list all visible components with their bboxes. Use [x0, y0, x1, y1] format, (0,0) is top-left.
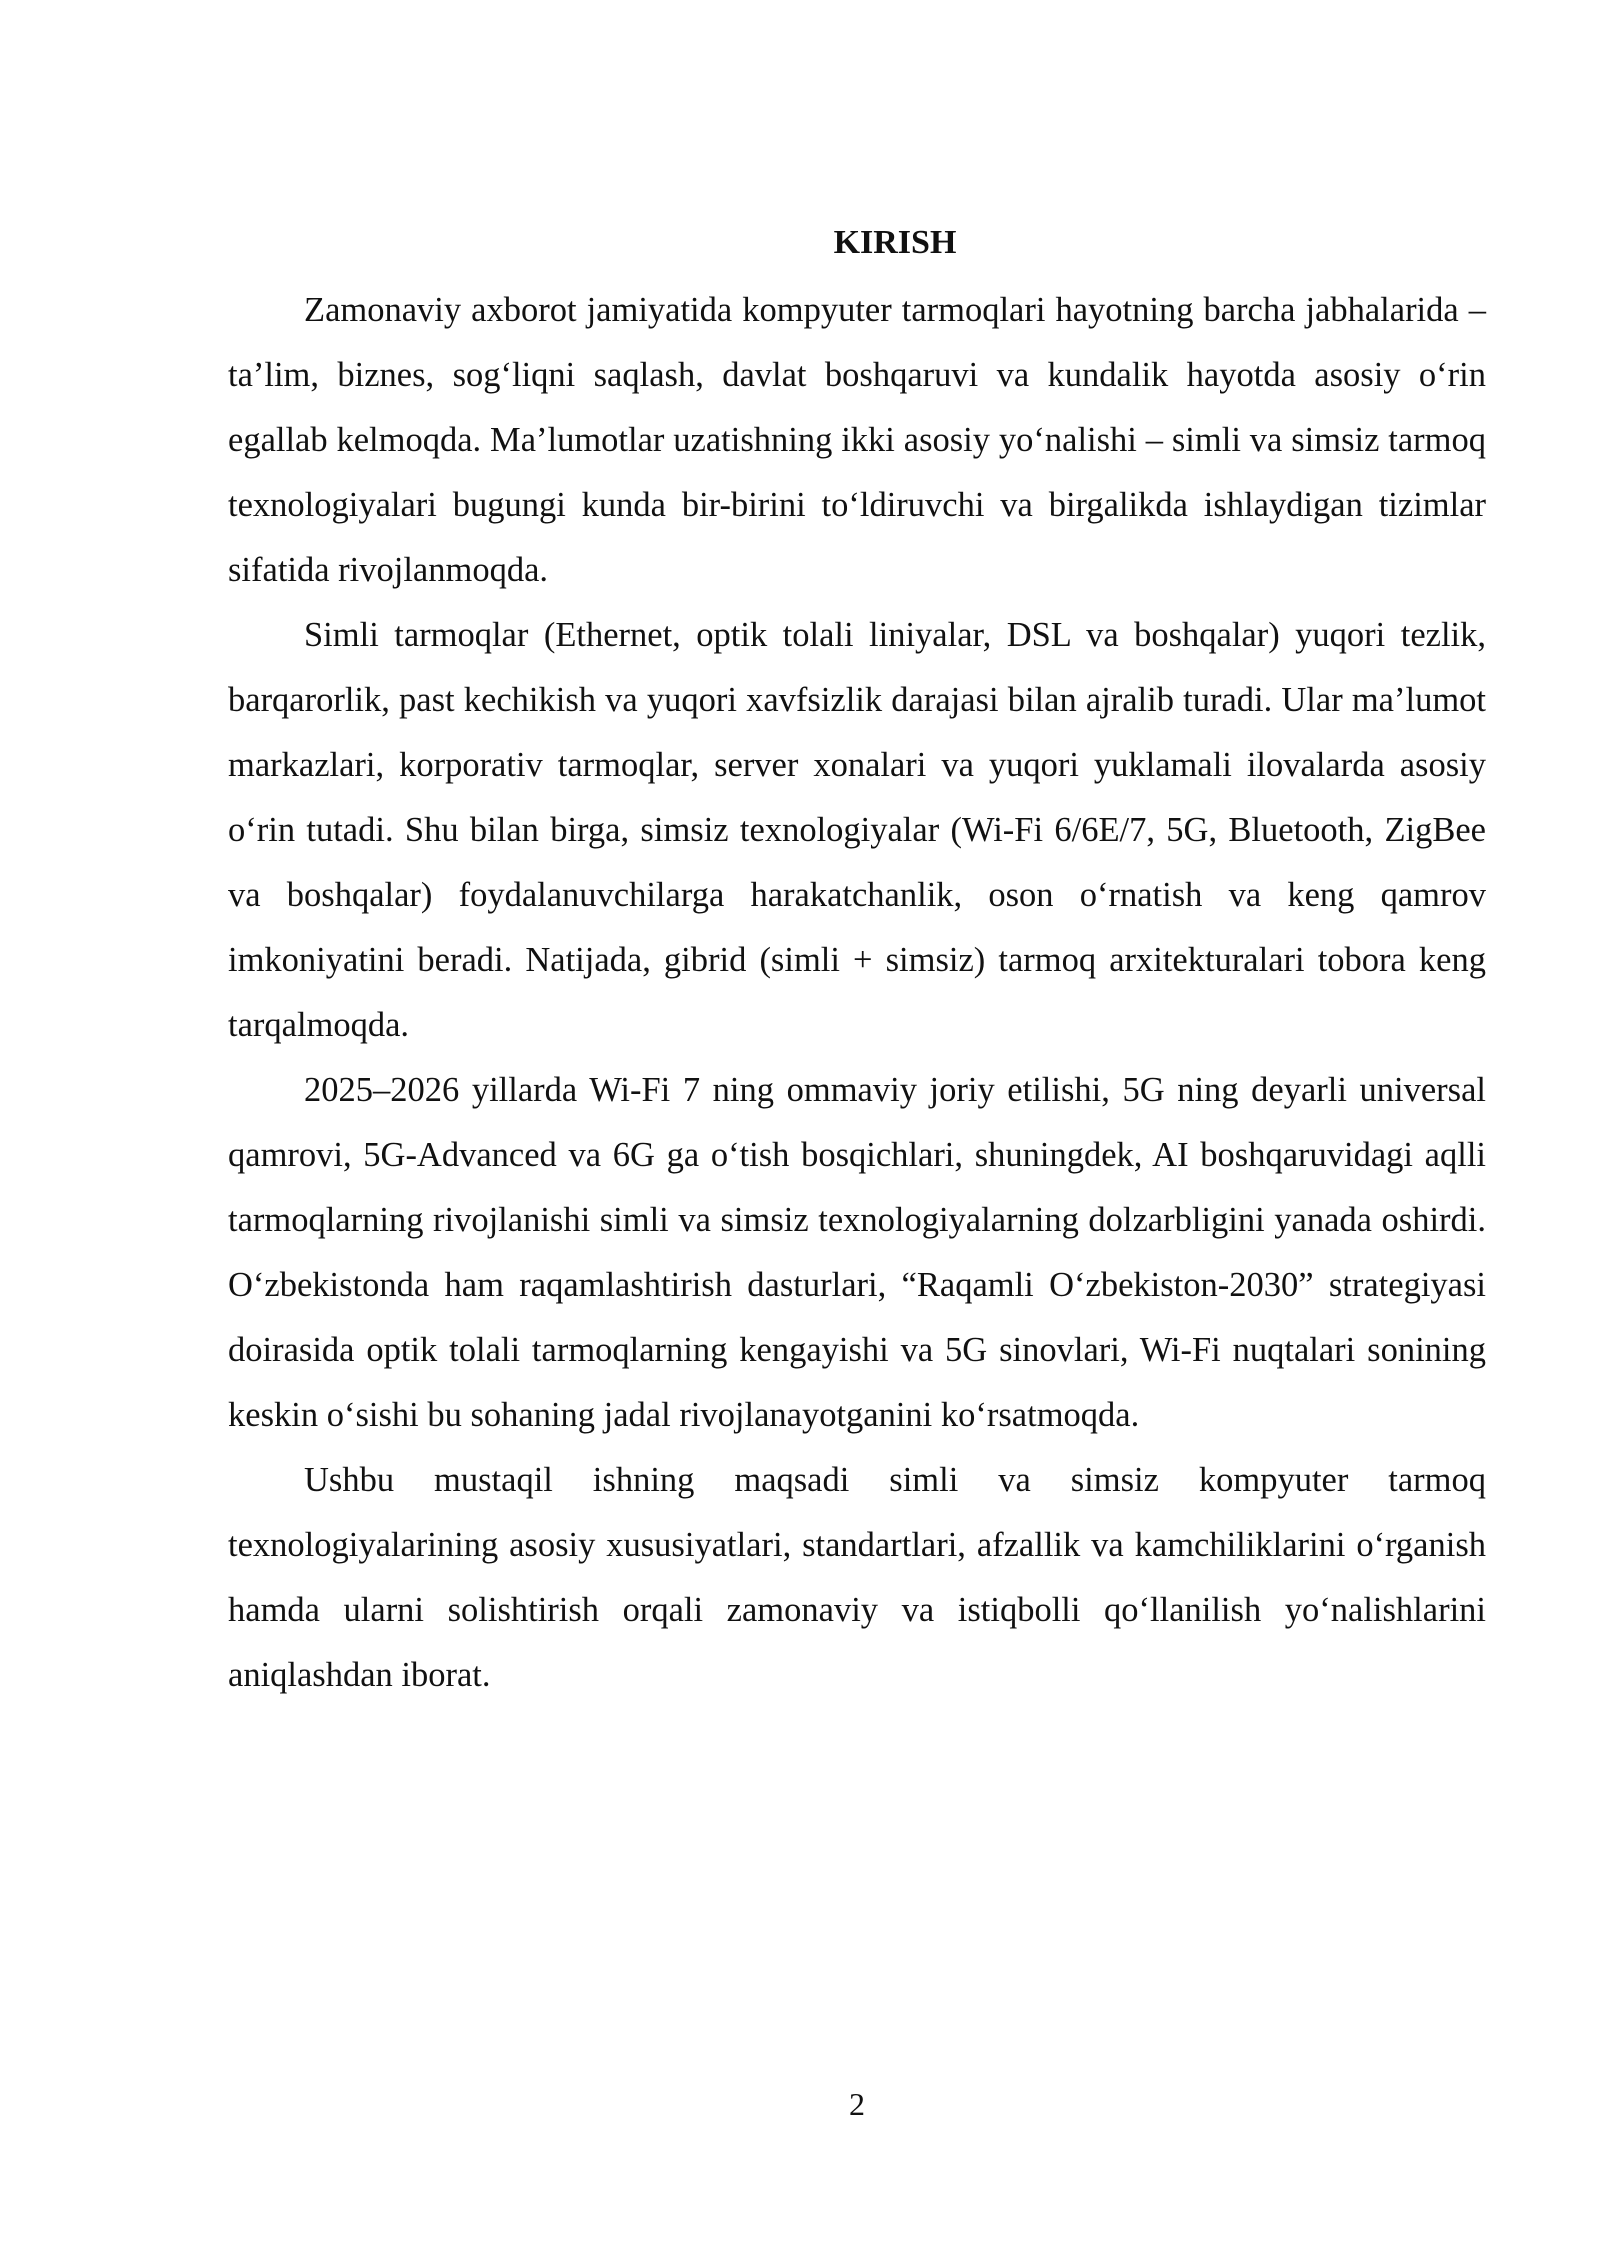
paragraph-wired-wireless: Simli tarmoqlar (Ethernet, optik tolali liniyalar, DSL va boshqalar) yuqori tezlik, barqarorlik, past kechikish va yuqori xavfsizlik darajasi bilan ajralib turadi. Ular ma’lumot markazlari, korporativ tarmoqlar, server xonalari va yuqori yuklamali ilovalarda asosiy o‘rin tutadi. Shu bilan birga, simsiz texnologiyalar (Wi-Fi 6/6E/7, 5G, Bluetooth, ZigBee va boshqalar) foydalanuvchilarga harakatchanlik, oson o‘rnatish va keng qamrov imkoniyatini beradi. Natijada, gibrid (simli + simsiz) tarmoq arxitekturalari tobora keng tarqalmoqda.	[228, 616, 1486, 1044]
page-number: 2	[849, 2086, 865, 2122]
paragraph-goal: Ushbu mustaqil ishning maqsadi simli va simsiz kompyuter tarmoq texnologiyalarining asosiy xususiyatlari, standartlari, afzallik va kamchiliklarini o‘rganish hamda ularni solishtirish orqali zamonaviy va istiqbolli qo‘llanilish yo‘nalishlarini aniqlashdan iborat.	[228, 1461, 1486, 1694]
paragraph-intro: Zamonaviy axborot jamiyatida kompyuter tarmoqlari hayotning barcha jabhalarida – ta’lim, biznes, sog‘liqni saqlash, davlat boshqaruvi va kundalik hayotda asosiy o‘rin egallab kelmoqda. Ma’lumotlar uzatishning ikki asosiy yo‘nalishi – simli va simsiz tarmoq texnologiyalari bugungi kunda bir-birini to‘ldiruvchi va birgalikda ishlaydigan tizimlar sifatida rivojlanmoqda.	[228, 291, 1486, 589]
page-title: KIRISH	[833, 224, 957, 261]
paragraph-trends: 2025–2026 yillarda Wi-Fi 7 ning ommaviy joriy etilishi, 5G ning deyarli universal qamrovi, 5G-Advanced va 6G ga o‘tish bosqichlari, shuningdek, AI boshqaruvidagi aqlli tarmoqlarning rivojlanishi simli va simsiz texnologiyalarning dolzarbligini yanada oshirdi. O‘zbekistonda ham raqamlashtirish dasturlari, “Raqamli O‘zbekiston-2030” strategiyasi doirasida optik tolali tarmoqlarning kengayishi va 5G sinovlari, Wi-Fi nuqtalari sonining keskin o‘sishi bu sohaning jadal rivojlanayotganini ko‘rsatmoqda.	[228, 1071, 1486, 1434]
document-body	[228, 278, 1486, 1708]
